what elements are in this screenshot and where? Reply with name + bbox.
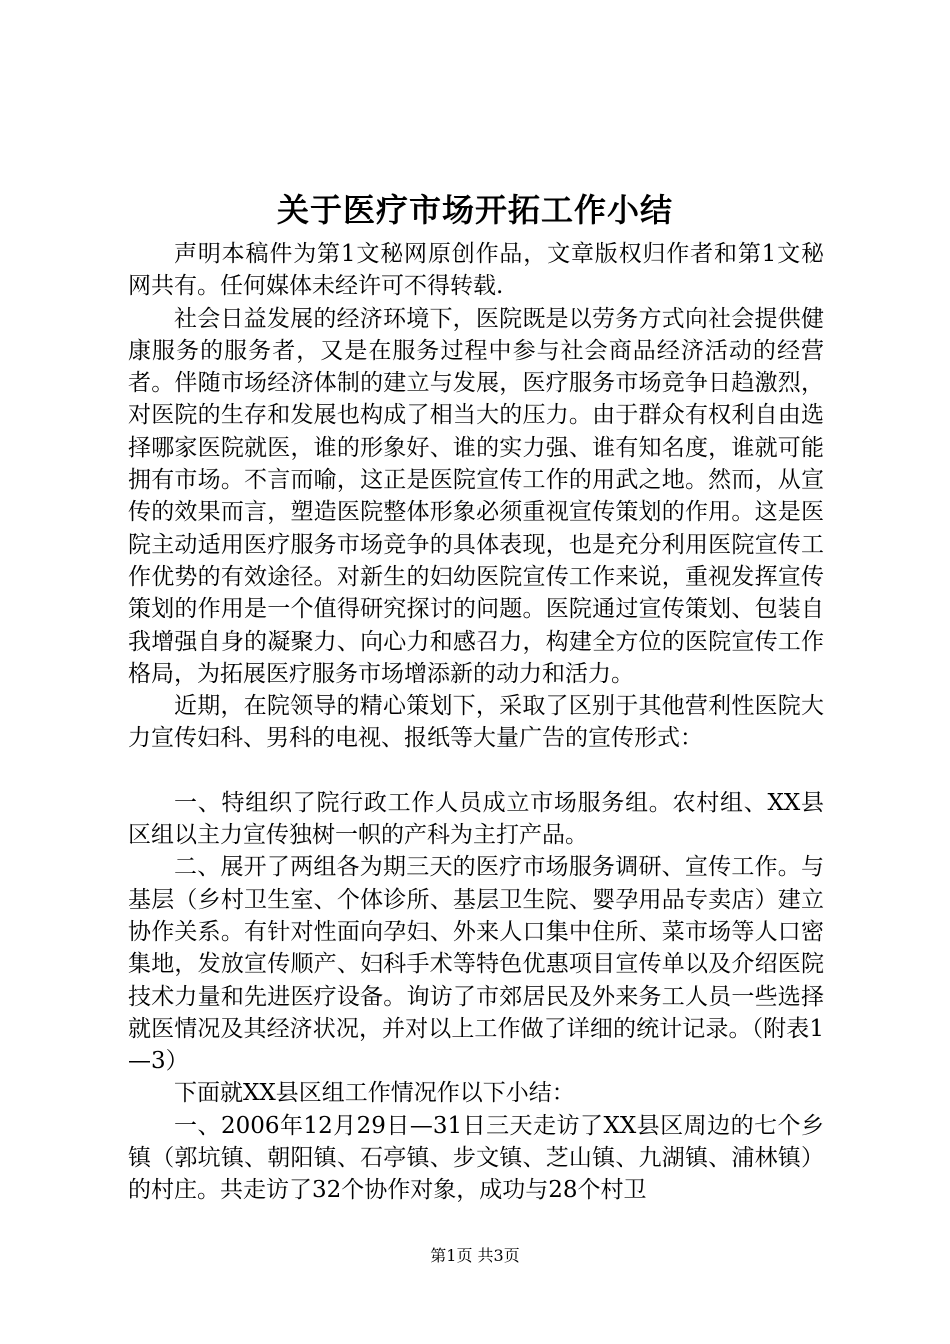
paragraph-item-one: 一、特组织了院行政工作人员成立市场服务组。农村组、XX县区组以主力宣传独树一帜的产科为主打产品。 xyxy=(128,789,824,849)
paragraph-item-two: 二、展开了两组各为期三天的医疗市场服务调研、宣传工作。与基层（乡村卫生室、个体诊所、基层卫生院、婴孕用品专卖店）建立协作关系。有针对性面向孕妇、外来人口集中住所、菜市场等人口密集地，发放宣传顺产、妇科手术等特色优惠项目宣传单以及介绍医院技术力量和先进医疗设备。询访了市郊居民及外来务工人员一些选择就医情况及其经济状况，并对以上工作做了详细的统计记录。（附表1—3） xyxy=(128,854,824,1075)
document-title: 关于医疗市场开拓工作小结 xyxy=(276,191,673,229)
paragraph-summary-intro: 下面就XX县区组工作情况作以下小结： xyxy=(174,1080,575,1107)
paragraph-copyright-notice: 声明本稿件为第1文秘网原创作品，文章版权归作者和第1文秘网共有。任何媒体未经许可不得转载. xyxy=(128,241,824,300)
document-body xyxy=(128,238,824,1207)
paragraph-recent-approach: 近期，在院领导的精心策划下，采取了区别于其他营利性医院大力宣传妇科、男科的电视、报纸等大量广告的宣传形式： xyxy=(128,693,824,752)
paragraph-summary-one: 一、2006年12月29日—31日三天走访了XX县区周边的七个乡镇（郭坑镇、朝阳镇、石亭镇、步文镇、芝山镇、九湖镇、浦林镇）的村庄。共走访了32个协作对象，成功与28个村卫 xyxy=(128,1112,824,1204)
page-number-footer: 第1页 共3页 xyxy=(430,1246,520,1265)
paragraph-background: 社会日益发展的经济环境下，医院既是以劳务方式向社会提供健康服务的服务者，又是在服务过程中参与社会商品经济活动的经营者。伴随市场经济体制的建立与发展，医疗服务市场竞争日趋激烈，对医院的生存和发展也构成了相当大的压力。由于群众有权利自由选择哪家医院就医，谁的形象好、谁的实力强、谁有知名度，谁就可能拥有市场。不言而喻，这正是医院宣传工作的用武之地。然而，从宣传的效果而言，塑造医院整体形象必须重视宣传策划的作用。这是医院主动适用医疗服务市场竞争的具体表现，也是充分利用医院宣传工作优势的有效途径。对新生的妇幼医院宣传工作来说，重视发挥宣传策划的作用是一个值得研究探讨的问题。医院通过宣传策划、包装自我增强自身的凝聚力、向心力和感召力，构建全方位的医院宣传工作格局，为拓展医疗服务市场增添新的动力和活力。 xyxy=(128,305,824,687)
